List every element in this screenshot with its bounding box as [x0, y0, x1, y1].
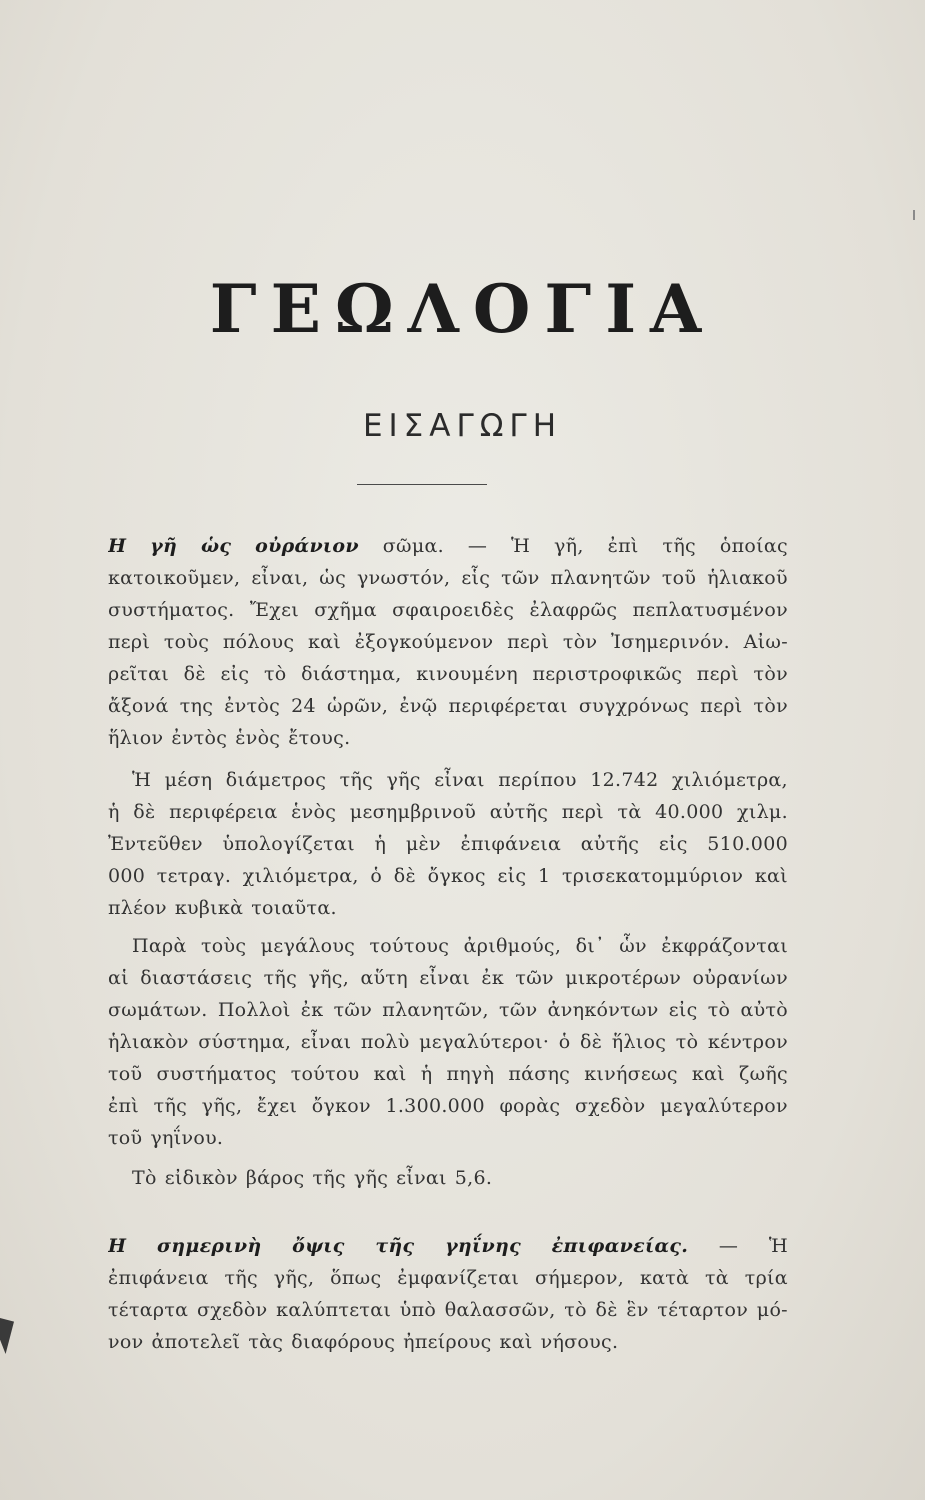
word: 510.000 [707, 833, 788, 855]
word: ἑνὸς [235, 727, 281, 749]
text-line [108, 828, 788, 860]
paragraph-specific-gravity [108, 1162, 788, 1194]
word: ἐκ [481, 967, 505, 989]
text-line [108, 860, 788, 892]
word: τὰς [248, 1331, 284, 1353]
word: ἐντὸς [171, 727, 228, 749]
word: κατὰ [639, 1267, 690, 1289]
word: τοῦ [108, 1127, 143, 1149]
word: βάρος [245, 1167, 305, 1189]
word: καὶ [754, 865, 788, 887]
text-line [108, 796, 788, 828]
word: τούτου [290, 1063, 360, 1085]
word: γῆ [150, 535, 178, 557]
paragraph-earth-celestial-body [108, 530, 788, 754]
word: εἶναι [419, 967, 470, 989]
word: κατοικοῦμεν, [108, 567, 241, 589]
word: Τὸ [132, 1167, 157, 1189]
word: φορὰς [499, 1095, 561, 1117]
word: τὸν [562, 631, 598, 653]
word: ἓν [626, 1299, 649, 1321]
word: τὰ [617, 801, 642, 823]
word: ἀποτελεῖ [151, 1331, 241, 1353]
word: γῆς, [201, 1095, 243, 1117]
word: Η [108, 1235, 127, 1257]
word: ἐπιφανείας. [551, 1235, 689, 1257]
word: μικροτέρων [565, 967, 682, 989]
word: ἔχει [256, 1095, 298, 1117]
word: εἰς [658, 833, 688, 855]
word: τὸν [753, 663, 788, 685]
word: ὡρῶν, [327, 695, 389, 717]
word: τέταρτα [108, 1299, 189, 1321]
text-line [108, 562, 788, 594]
word: κέντρον [707, 1031, 788, 1053]
word: ἐπὶ [607, 535, 639, 557]
word: πλέον [108, 897, 167, 919]
word: γῆς, [308, 967, 350, 989]
word: ἐμφανίζεται [397, 1267, 520, 1289]
word: αὐτὸ [740, 999, 788, 1021]
word: εἶναι [396, 1167, 447, 1189]
word: ὡς [200, 535, 232, 557]
word: δὲ [183, 663, 206, 685]
word: τῆς [224, 1267, 258, 1289]
word: σχεδὸν [574, 1095, 646, 1117]
text-line [108, 658, 788, 690]
word: ἔτους. [288, 727, 351, 749]
word: νον [108, 1331, 144, 1353]
word: συγχρόνως [578, 695, 690, 717]
word: σήμερον, [534, 1267, 625, 1289]
text-line [108, 764, 788, 796]
word: ὑπολογίζεται [222, 833, 355, 855]
word: θαλασσῶν, [444, 1299, 556, 1321]
word: ἡλιακοῦ [707, 567, 788, 589]
word: πάσης [508, 1063, 571, 1085]
word: κινουμένη [416, 663, 518, 685]
divider-rule [357, 484, 487, 485]
word: τοῦ [108, 1063, 143, 1085]
word: περιστροφικῶς [532, 663, 683, 685]
word: τέταρτον [657, 1299, 749, 1321]
word: περίπου [498, 769, 577, 791]
word: εἰς [497, 865, 527, 887]
word: τετραγ. [156, 865, 232, 887]
word: της [179, 695, 214, 717]
word: γῆ, [554, 535, 584, 557]
word: συστήματος [156, 1063, 277, 1085]
word: σύστημα, [198, 1031, 292, 1053]
word: ρεῖται [108, 663, 170, 685]
text-line [108, 1230, 788, 1262]
word: ἥλιον [108, 727, 164, 749]
text-line [108, 962, 788, 994]
word: γῆς [386, 769, 421, 791]
word: εἶναι [300, 1031, 352, 1053]
word: διαφόρους [291, 1331, 396, 1353]
word: περὶ [108, 631, 151, 653]
paragraph-current-surface [108, 1230, 788, 1358]
word: τοιαῦτα. [251, 897, 337, 919]
text-line [108, 1294, 788, 1326]
word: 12.742 [590, 769, 659, 791]
text-line [108, 1326, 788, 1358]
word: νήσους. [540, 1331, 619, 1353]
word: περὶ [561, 801, 604, 823]
word: 40.000 [655, 801, 724, 823]
word: Η [108, 535, 127, 557]
text-line [108, 1122, 788, 1154]
word: τοὺς [200, 935, 247, 957]
word: δὲ [393, 865, 416, 887]
word: ἀριθμούς, [463, 935, 562, 957]
word: μό- [756, 1299, 788, 1321]
section-heading: ΕΙΣΑΓΩΓΗ [362, 408, 563, 444]
word: Πολλοὶ [217, 999, 291, 1021]
word: — [467, 535, 488, 557]
word: αὐτῆς [489, 801, 549, 823]
word: Ἡ [768, 1235, 788, 1257]
word: πλανητῶν [550, 567, 651, 589]
word: καλύπτεται [276, 1299, 392, 1321]
word: δὲ [595, 1299, 618, 1321]
word: χιλιόμετρα, [242, 865, 359, 887]
word: 24 [291, 695, 316, 717]
word: τῶν [333, 999, 373, 1021]
word: κινήσεως [584, 1063, 678, 1085]
word: 1 [537, 865, 551, 887]
word: καὶ [373, 1063, 407, 1085]
word: ἐνῷ [399, 695, 438, 717]
word: μεγαλύτεροι· [419, 1031, 550, 1053]
word: εἰς [220, 663, 250, 685]
word: 5,6. [454, 1167, 493, 1189]
text-line [108, 1162, 788, 1194]
word: μεγαλύτερον [660, 1095, 788, 1117]
text-line [108, 930, 788, 962]
word: σφαιροειδὲς [392, 599, 515, 621]
word: καὶ [307, 631, 342, 653]
text-line [108, 722, 788, 754]
word: σχῆμα [314, 599, 377, 621]
word: τούτους [369, 935, 450, 957]
word: ὅπως [330, 1267, 382, 1289]
text-line [108, 1090, 788, 1122]
word: ὡς [319, 567, 347, 589]
word: ὧν [619, 935, 647, 957]
word: ἡ [420, 1063, 433, 1085]
word: τὰ [705, 1267, 729, 1289]
word: ὁποίας [719, 535, 788, 557]
word: τῆς [263, 967, 298, 989]
word: ὑπὸ [399, 1299, 437, 1321]
word: εἰς [668, 999, 698, 1021]
ink-mark [0, 1318, 14, 1354]
word: κυβικὰ [174, 897, 244, 919]
page-title: ΓΕΩΛΟΓΙΑ [209, 270, 716, 348]
word: περιφέρεια [169, 801, 278, 823]
word: δὲ [580, 1031, 603, 1053]
word: χιλμ. [737, 801, 788, 823]
word: Ἐντεῦθεν [108, 833, 203, 855]
word: ζωῆς [738, 1063, 788, 1085]
text-line [108, 1262, 788, 1294]
word: ἑνὸς [291, 801, 337, 823]
word: ἐξογκούμενον [354, 631, 494, 653]
word: συστήματος. [108, 599, 235, 621]
word: Ἰσημερινόν. [611, 631, 730, 653]
text-line [108, 1026, 788, 1058]
word: οὐρανίων [692, 967, 788, 989]
word: καὶ [691, 1063, 725, 1085]
word: Αἰω- [743, 631, 788, 653]
text-line [108, 594, 788, 626]
word: σχεδὸν [196, 1299, 268, 1321]
word: ὄψις [292, 1235, 345, 1257]
word: τὸν [753, 695, 788, 717]
word: περὶ [700, 695, 743, 717]
word: ἐκ [300, 999, 324, 1021]
text-line [108, 1058, 788, 1090]
word: σημερινὴ [156, 1235, 262, 1257]
word: εἷς [461, 567, 491, 589]
word: 1.300.000 [385, 1095, 485, 1117]
word: τῆς [312, 1167, 346, 1189]
word: πολὺ [360, 1031, 410, 1053]
word: πηγὴ [446, 1063, 495, 1085]
word: τῆς [662, 535, 696, 557]
text-line [108, 690, 788, 722]
word: καὶ [499, 1331, 533, 1353]
word: τῶν [501, 567, 540, 589]
word: μεγάλους [260, 935, 356, 957]
word: μεσημβρινοῦ [349, 801, 477, 823]
word: ἐπιφάνεια [460, 833, 562, 855]
word: Ἡ [132, 769, 152, 791]
word: ὁ [370, 865, 383, 887]
word: τῶν [499, 999, 538, 1021]
word: ἡ [108, 801, 120, 823]
word: 000 [108, 865, 146, 887]
word: ἥλιος [611, 1031, 667, 1053]
paragraph-earth-dimensions [108, 764, 788, 924]
word: αἱ [108, 967, 129, 989]
word: διάστημα, [301, 663, 402, 685]
word: εἰδικὸν [164, 1167, 238, 1189]
word: μέση [164, 769, 213, 791]
text-line [108, 626, 788, 658]
word: περὶ [696, 663, 739, 685]
word: ἐπὶ [108, 1095, 140, 1117]
word: πλανητῶν, [382, 999, 489, 1021]
word: τῆς [153, 1095, 188, 1117]
word: σωμάτων. [108, 999, 208, 1021]
word: γῆς, [273, 1267, 315, 1289]
word: τοὺς [163, 631, 210, 653]
word: τὸ [564, 1299, 587, 1321]
word: τοῦ [661, 567, 697, 589]
word: ἄξονά [108, 695, 169, 717]
word: τρισεκατομμύριον [561, 865, 744, 887]
word: ὄγκος [427, 865, 486, 887]
word: εἶναι, [251, 567, 309, 589]
word: τῆς [339, 769, 374, 791]
word: χιλιόμετρα, [671, 769, 788, 791]
word: ἐντὸς [224, 695, 281, 717]
word: πεπλατυσμένον [632, 599, 788, 621]
word: Ἡ [511, 535, 531, 557]
word: τρία [744, 1267, 788, 1289]
word: ἡ [374, 833, 387, 855]
word: γηΐνης [445, 1235, 521, 1257]
word: εἶναι [434, 769, 485, 791]
word: οὐράνιον [255, 535, 359, 557]
word: τὸ [707, 999, 731, 1021]
text-line [108, 994, 788, 1026]
word: ἐκφράζονται [661, 935, 788, 957]
word: διαστάσεις [140, 967, 253, 989]
paragraph-size-comparison [108, 930, 788, 1154]
word: τὸ [263, 663, 287, 685]
word: ἐλαφρῶς [529, 599, 618, 621]
word: διάμετρος [225, 769, 327, 791]
word: τῶν [515, 967, 554, 989]
word: τὸ [675, 1031, 699, 1053]
word: ἀνηκόντων [547, 999, 659, 1021]
word: ἠπείρους [403, 1331, 492, 1353]
word: δι᾽ [575, 935, 605, 957]
word: ὄγκον [311, 1095, 371, 1117]
word: γῆς [353, 1167, 389, 1189]
word: περιφέρεται [448, 695, 568, 717]
word: γηΐνου. [150, 1127, 224, 1149]
word: γνωστόν, [357, 567, 451, 589]
text-line [108, 530, 788, 562]
word: ὁ [558, 1031, 571, 1053]
word: ἡλιακὸν [108, 1031, 189, 1053]
word: αὐτῆς [580, 833, 640, 855]
word: Ἔχει [249, 599, 299, 621]
word: περὶ [507, 631, 550, 653]
word: τῆς [375, 1235, 415, 1257]
word: — [718, 1235, 739, 1257]
margin-tick [913, 210, 915, 220]
word: σῶμα. [382, 535, 444, 557]
word: αὕτη [360, 967, 408, 989]
text-line [108, 892, 788, 924]
word: δὲ [133, 801, 156, 823]
word: μὲν [405, 833, 441, 855]
word: Παρὰ [132, 935, 187, 957]
word: ἐπιφάνεια [108, 1267, 209, 1289]
word: πόλους [222, 631, 295, 653]
